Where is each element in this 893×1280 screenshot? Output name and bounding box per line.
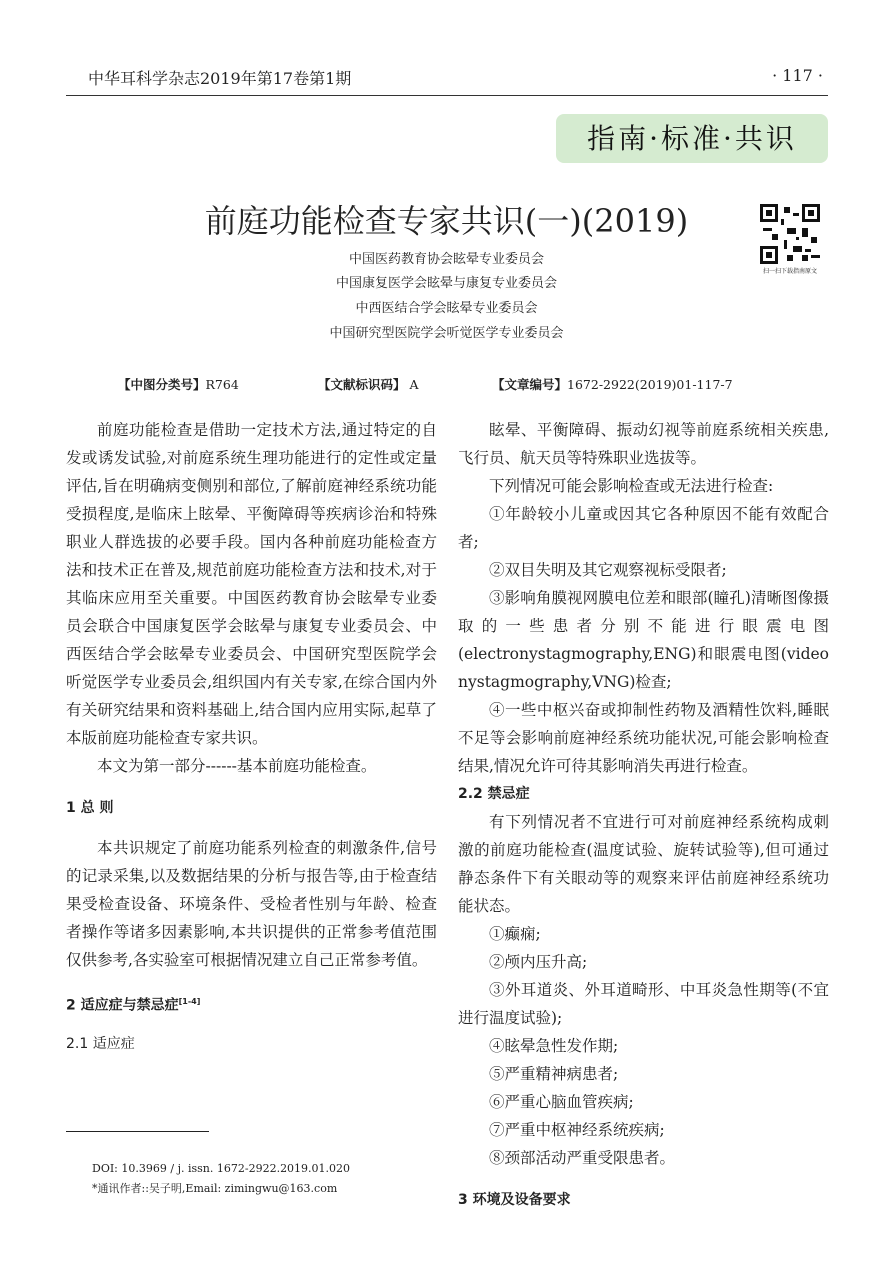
author-org-1: 中国医药教育协会眩晕专业委员会: [348, 252, 544, 267]
list-item: ②颅内压升高;: [489, 953, 588, 971]
doc-code: 【文献标识码】 A: [318, 377, 419, 392]
section-1-paragraph: 本共识规定了前庭功能系列检查的刺激条件,信号的记录采集,以及数据结果的分析与报告等,由于检查结果受检查设备、环境条件、受检者性别与年龄、检查者操作等诸多因素影响,本共识提供的正常参考值范围仅供参考,各实验室可根据情况建立自己正常参考值。: [66, 839, 437, 969]
list-item: ③外耳道炎、外耳道畸形、中耳炎急性期等(不宜进行温度试验);: [458, 981, 829, 1027]
header-rule: [66, 95, 828, 96]
right-column: [458, 416, 829, 1214]
contraindication-paragraph: 有下列情况者不宜进行可对前庭神经系统构成刺激的前庭功能检查(温度试验、旋转试验等),但可通过静态条件下有关眼动等的观察来评估前庭神经系统功能状态。: [458, 813, 829, 915]
left-column: [66, 416, 437, 1058]
list-item: ⑧颈部活动严重受限患者。: [489, 1149, 676, 1167]
section-banner: 指南·标准·共识: [556, 114, 828, 163]
citation-ref[interactable]: [1-4]: [178, 997, 201, 1006]
journal-header: 中华耳科学杂志2019年第17卷第1期: [88, 69, 352, 88]
author-org-4: 中国研究型医院学会听觉医学专业委员会: [329, 326, 564, 341]
author-org-3: 中西医结合学会眩晕专业委员会: [355, 301, 538, 316]
list-item: ⑤严重精神病患者;: [489, 1065, 619, 1083]
footnote-rule: [66, 1131, 209, 1132]
list-item: ⑥严重心脑血管疾病;: [489, 1093, 634, 1111]
indication-paragraph: 眩晕、平衡障碍、振动幻视等前庭系统相关疾患,飞行员、航天员等特殊职业选拔等。: [458, 421, 829, 467]
qr-caption: 扫一扫下载指南原文: [762, 268, 817, 275]
section-2-2-heading: 2.2 禁忌症: [458, 786, 530, 802]
section-2-heading: 2 适应症与禁忌症[1-4]: [66, 997, 201, 1014]
article-title: 前庭功能检查专家共识(一)(2019): [204, 202, 689, 240]
list-item: ⑦严重中枢神经系统疾病;: [489, 1121, 665, 1139]
intro-paragraph: 前庭功能检查是借助一定技术方法,通过特定的自发或诱发试验,对前庭系统生理功能进行的定性或定量评估,旨在明确病变侧别和部位,了解前庭神经系统功能受损程度,是临床上眩晕、平衡障碍等疾病诊治和特殊职业人群选拔的必要手段。国内各种前庭功能检查方法和技术正在普及,规范前庭功能检查方法和技术,对于其临床应用至关重要。中国医药教育协会眩晕专业委员会联合中国康复医学会眩晕与康复专业委员会、中西医结合学会眩晕专业委员会、中国研究型医院学会听觉医学专业委员会,组织国内有关专家,在综合国内外有关研究结果和资料基础上,结合国内应用实际,起草了本版前庭功能检查专家共识。: [66, 421, 437, 747]
list-item: ①年龄较小儿童或因其它各种原因不能有效配合者;: [458, 505, 829, 551]
limitation-intro: 下列情况可能会影响检查或无法进行检查:: [489, 477, 774, 495]
intro-note: 本文为第一部分------基本前庭功能检查。: [97, 757, 377, 775]
list-item: ④眩晕急性发作期;: [489, 1037, 619, 1055]
list-item: ①癫痫;: [489, 925, 541, 943]
list-item: ③影响角膜视网膜电位差和眼部(瞳孔)清晰图像摄取的一些患者分别不能进行眼震电图(electronystagmography,ENG)和眼震电图(video nystagmography,VNG)检查;: [458, 589, 829, 691]
doi-footnote[interactable]: DOI: 10.3969 / j. issn. 1672-2922.2019.01.020: [92, 1162, 351, 1175]
section-2-1-heading: 2.1 适应症: [66, 1035, 135, 1052]
corresponding-author: *通讯作者::吴子明,Email: zimingwu@163.com: [92, 1182, 338, 1195]
clc-number: 【中图分类号】R764: [118, 377, 239, 392]
section-1-heading: 1 总 则: [66, 800, 114, 816]
article-number: 【文章编号】1672-2922(2019)01-117-7: [492, 377, 733, 392]
author-org-2: 中国康复医学会眩晕与康复专业委员会: [335, 276, 557, 291]
list-item: ④一些中枢兴奋或抑制性药物及酒精性饮料,睡眠不足等会影响前庭神经系统功能状况,可能会影响检查结果,情况允许可待其影响消失再进行检查。: [458, 701, 829, 775]
section-3-heading: 3 环境及设备要求: [458, 1192, 571, 1208]
list-item: ②双目失明及其它观察视标受限者;: [489, 561, 727, 579]
page-number: · 117 ·: [772, 66, 823, 85]
